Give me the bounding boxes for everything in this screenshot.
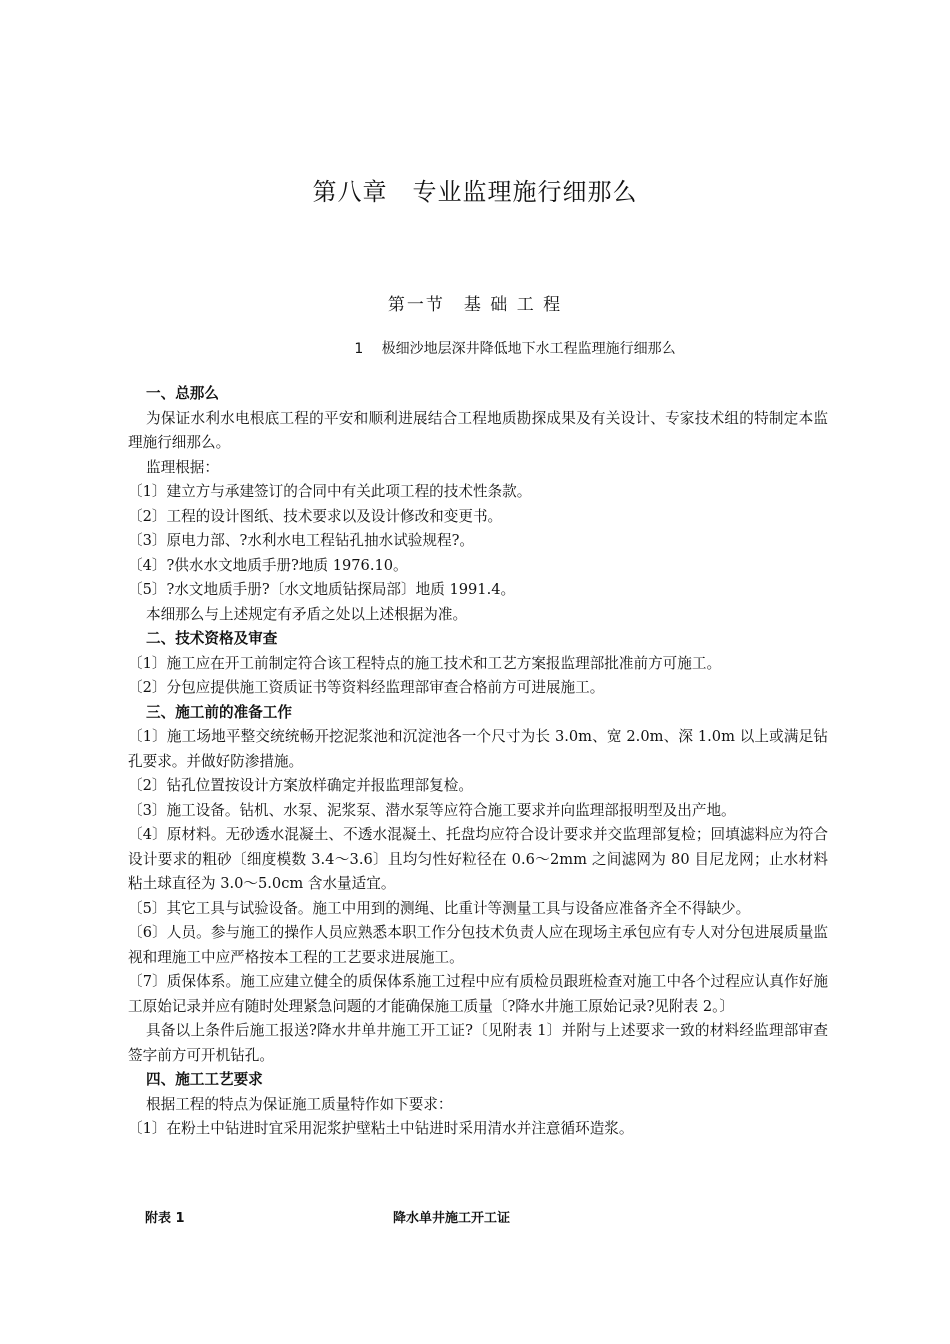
sub-title: 1 极细沙地层深井降低地下水工程监理施行细那么 [354, 341, 676, 357]
list-item: 〔3〕施工设备。钻机、水泵、泥浆泵、潜水泵等应符合施工要求并向监理部报明型及出产地。 [128, 801, 736, 819]
list-item: 〔5〕?水文地质手册?〔水文地质钻探局部〕地质 1991.4。 [128, 581, 516, 598]
list-item: 〔1〕施工应在开工前制定符合该工程特点的施工技术和工艺方案报监理部批准前方可施工。 [128, 654, 722, 672]
list-item: 〔5〕其它工具与试验设备。施工中用到的测绳、比重计等测量工具与设备应准备齐全不得缺少。 [128, 899, 751, 917]
list-item: 〔7〕质保体系。施工应建立健全的质保体系施工过程中应有质检员跟班检查对施工中各个过程应认真作好施工原始记录并应有随时处理紧急问题的才能确保施工质量〔?降水井施工原始记录?见附表 2。〕 [128, 973, 828, 1015]
list-item: 〔6〕人员。参与施工的操作人员应熟悉本职工作分包技术负责人应在现场主承包应有专人对分包进展质量监视和理施工中应严格按本工程的工艺要求进展施工。 [128, 924, 828, 966]
paragraph: 监理根据： [146, 458, 219, 476]
heading-general: 一、总那么 [146, 385, 219, 402]
list-item: 〔3〕原电力部、?水利水电工程钻孔抽水试验规程?。 [128, 532, 474, 549]
paragraph: 具备以上条件后施工报送?降水井单井施工开工证?〔见附表 1〕并附与上述要求一致的材料经监理部审查签字前方可开机钻孔。 [128, 1022, 828, 1064]
body-text [128, 382, 828, 1142]
paragraph: 根据工程的特点为保证施工质量特作如下要求： [146, 1095, 453, 1113]
list-item: 〔2〕分包应提供施工资质证书等资料经监理部审查合格前方可进展施工。 [128, 679, 605, 696]
appendix-label: 附表 1 [145, 1211, 185, 1226]
paragraph: 为保证水利水电根底工程的平安和顺利进展结合工程地质勘探成果及有关设计、专家技术组的特制定本监理施行细那么。 [128, 409, 828, 451]
list-item: 〔1〕在粉土中钻进时宜采用泥浆护壁粘土中钻进时采用清水并注意循环造浆。 [128, 1120, 634, 1137]
heading-qualification: 二、技术资格及审查 [146, 630, 278, 647]
section-title: 第一节 基 础 工 程 [387, 295, 563, 315]
heading-preparation: 三、施工前的准备工作 [146, 703, 292, 721]
paragraph: 本细那么与上述规定有矛盾之处以上述根据为准。 [146, 605, 468, 623]
list-item: 〔1〕施工场地平整交统统畅开挖泥浆池和沉淀池各一个尺寸为长 3.0m、宽 2.0m、深 1.0m 以上或满足钻孔要求。并做好防渗措施。 [128, 728, 828, 770]
heading-process: 四、施工工艺要求 [146, 1071, 263, 1088]
appendix-title: 降水单井施工开工证 [393, 1211, 511, 1226]
list-item: 〔2〕工程的设计图纸、技术要求以及设计修改和变更书。 [128, 507, 503, 525]
chapter-title: 第八章 专业监理施行细那么 [312, 178, 638, 206]
list-item: 〔2〕钻孔位置按设计方案放样确定并报监理部复检。 [128, 777, 473, 794]
list-item: 〔4〕原材料。无砂透水混凝土、不透水混凝土、托盘均应符合设计要求并交监理部复检；回填滤料应为符合设计要求的粗砂〔细度模数 3.4～3.6〕且均匀性好粒径在 0.6～2mm 之间滤网为 80 目尼龙网；止水材料粘土球直径为 3.0～5.0cm 含水量适宜。 [128, 826, 828, 892]
list-item: 〔1〕建立方与承建签订的合同中有关此项工程的技术性条款。 [128, 483, 532, 500]
list-item: 〔4〕?供水水文地质手册?地质 1976.10。 [128, 556, 408, 574]
